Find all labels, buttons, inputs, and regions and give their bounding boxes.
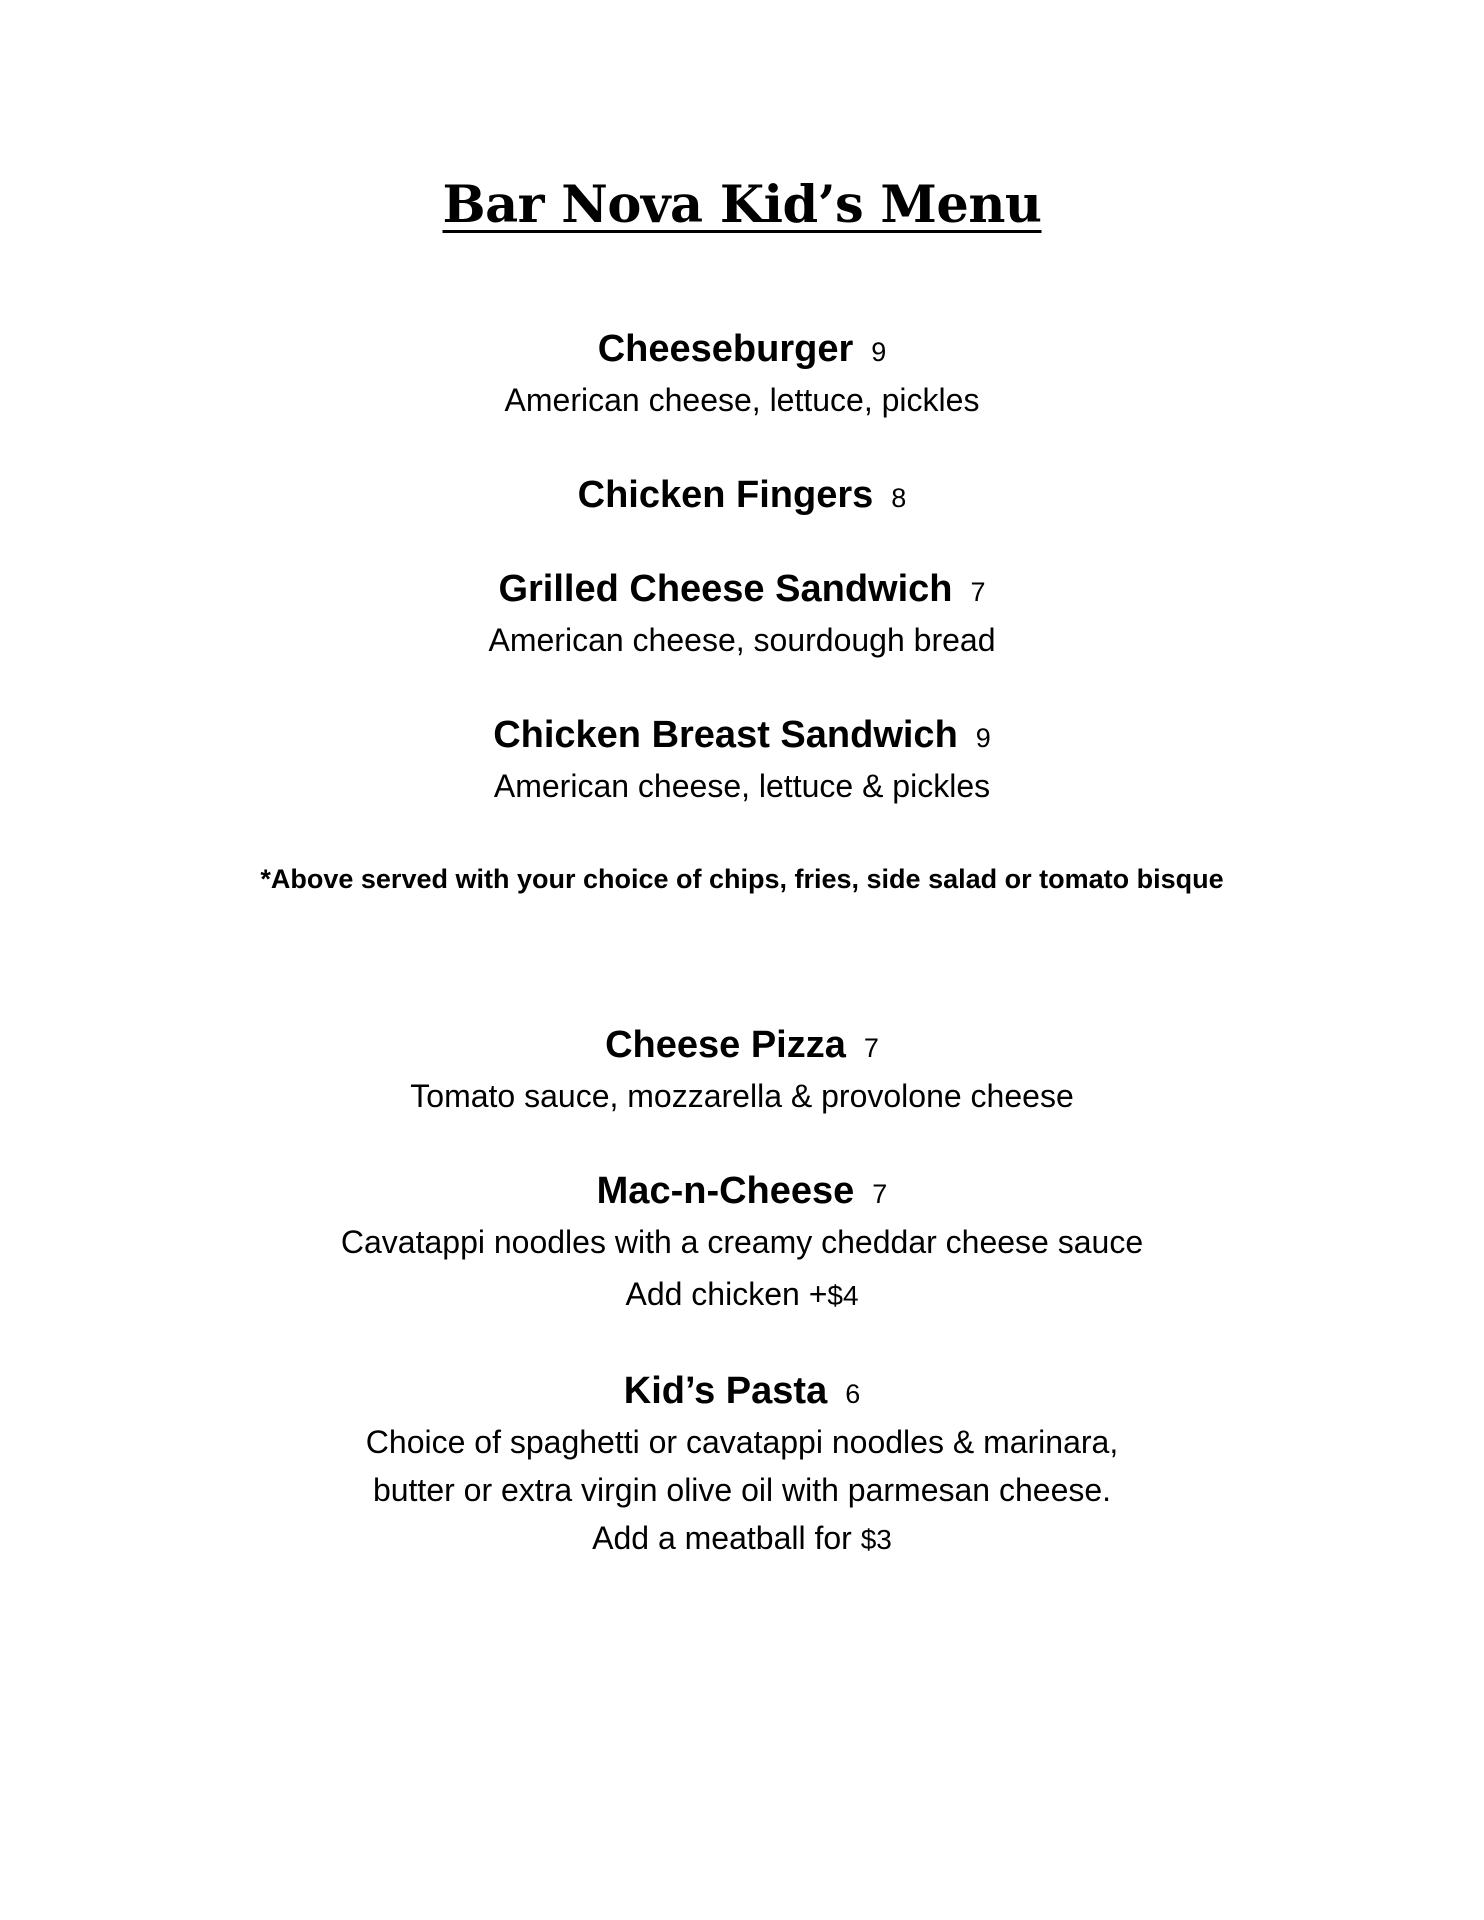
- menu-item-cheese-pizza: [0, 1022, 1484, 1071]
- menu-item-mac-n-cheese: [0, 1168, 1484, 1217]
- item-description: American cheese, sourdough bread: [488, 622, 996, 658]
- item-description: Cavatappi noodles with a creamy cheddar cheese sauce: [340, 1224, 1144, 1260]
- item-name: Cheeseburger: [597, 328, 854, 370]
- item-name: Chicken Breast Sandwich: [493, 714, 958, 756]
- addon-label: Add chicken +: [625, 1276, 828, 1312]
- item-price: 7: [872, 1179, 888, 1209]
- item-name: Grilled Cheese Sandwich: [498, 568, 953, 610]
- item-price: 7: [863, 1033, 879, 1063]
- menu-item-chicken-fingers: [0, 472, 1484, 521]
- item-name: Chicken Fingers: [577, 474, 874, 516]
- item-price: 6: [845, 1379, 861, 1409]
- item-name: Mac-n-Cheese: [596, 1170, 855, 1212]
- item-description: American cheese, lettuce & pickles: [493, 768, 991, 804]
- item-addon: [0, 1518, 1484, 1560]
- item-description: American cheese, lettuce, pickles: [504, 382, 980, 418]
- item-price: 9: [975, 723, 991, 753]
- item-price: 8: [891, 483, 907, 513]
- item-name: Kid’s Pasta: [623, 1370, 828, 1412]
- menu-item-cheeseburger: [0, 326, 1484, 375]
- addon-price: $3: [860, 1524, 892, 1555]
- item-addon: [0, 1274, 1484, 1316]
- sides-note: *Above served with your choice of chips, fries, side salad or tomato bisque: [260, 864, 1224, 894]
- item-description-line: butter or extra virgin olive oil with parmesan cheese.: [372, 1472, 1112, 1508]
- item-description-line: Choice of spaghetti or cavatappi noodles & marinara,: [365, 1424, 1119, 1460]
- item-name: Cheese Pizza: [605, 1024, 846, 1066]
- menu-item-chicken-breast-sandwich: [0, 712, 1484, 761]
- menu-title: Bar Nova Kid’s Menu: [442, 175, 1042, 235]
- menu-item-kids-pasta: [0, 1368, 1484, 1417]
- item-price: 9: [871, 337, 887, 367]
- menu-item-grilled-cheese: [0, 566, 1484, 615]
- item-description: Tomato sauce, mozzarella & provolone cheese: [410, 1078, 1074, 1114]
- addon-label: Add a meatball for: [592, 1520, 861, 1556]
- item-price: 7: [970, 577, 986, 607]
- addon-price: $4: [827, 1280, 859, 1311]
